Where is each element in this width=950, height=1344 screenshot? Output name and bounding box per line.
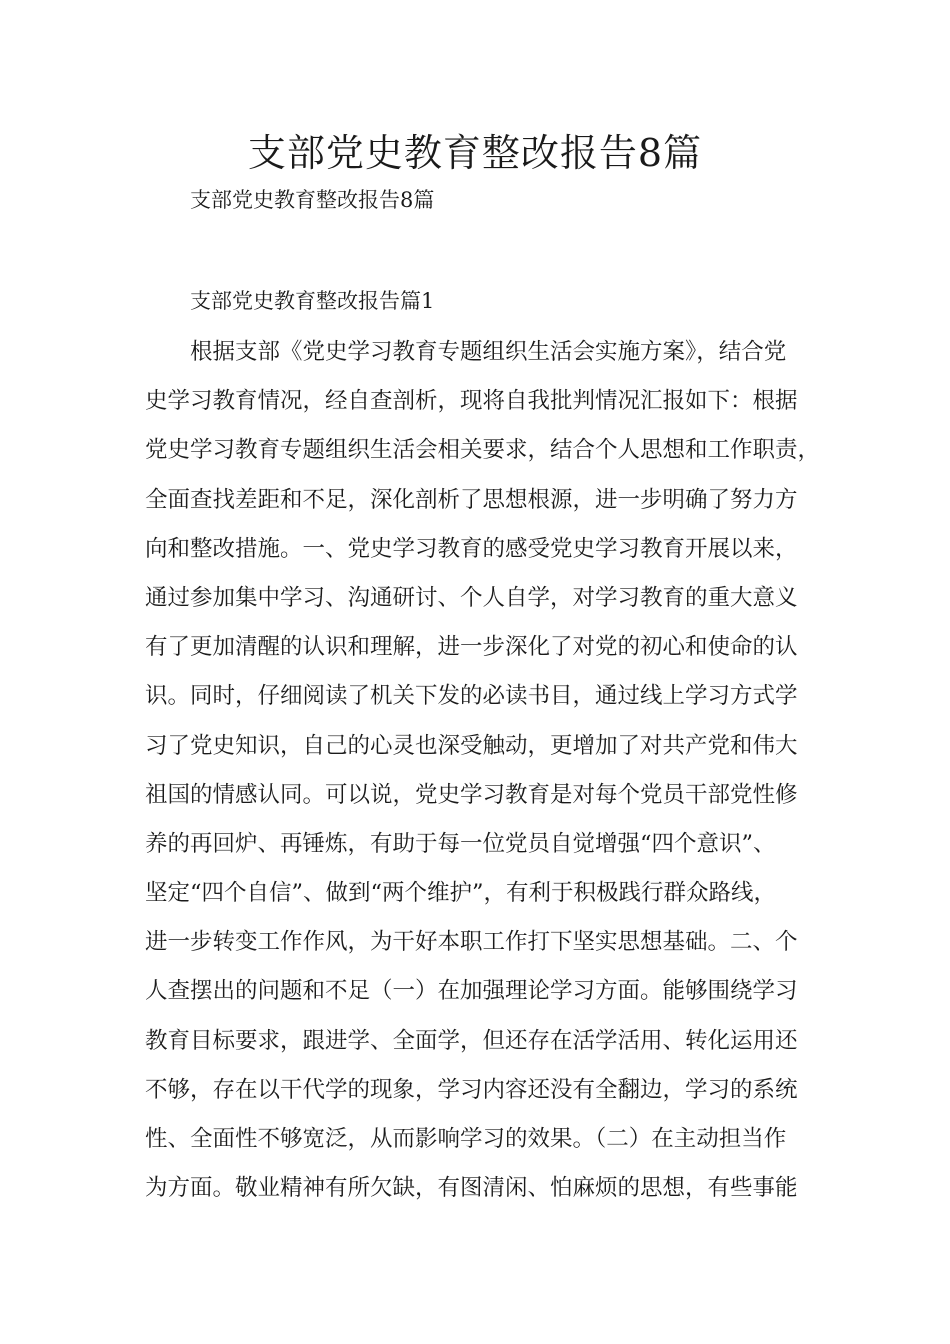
section-heading: 支部党史教育整改报告篇1: [190, 289, 435, 313]
paragraph-line: 养的再回炉、再锤炼，有助于每一位党员自觉增强“四个意识”、: [145, 830, 776, 857]
paragraph-line: 坚定“四个自信”、做到“两个维护”，有利于积极践行群众路线，: [145, 880, 777, 907]
paragraph-line: 通过参加集中学习、沟通研讨、个人自学，对学习教育的重大意义: [145, 584, 798, 611]
document-subtitle: 支部党史教育整改报告8篇: [190, 188, 435, 212]
paragraph-line: 教育目标要求，跟进学、全面学，但还存在活学活用、转化运用还: [145, 1027, 798, 1054]
paragraph-line: 识。同时，仔细阅读了机关下发的必读书目，通过线上学习方式学: [145, 683, 798, 710]
body-paragraph: [145, 334, 835, 1219]
paragraph-line: 党史学习教育专题组织生活会相关要求，结合个人思想和工作职责，: [145, 437, 821, 464]
paragraph-line: 有了更加清醒的认识和理解，进一步深化了对党的初心和使命的认: [145, 634, 798, 661]
paragraph-line: 向和整改措施。一、党史学习教育的感受党史学习教育开展以来，: [145, 535, 798, 562]
paragraph-line: 习了党史知识，自己的心灵也深受触动，更增加了对共产党和伟大: [145, 732, 798, 759]
document-title: 支部党史教育整改报告8篇: [247, 131, 703, 175]
paragraph-line: 全面查找差距和不足，深化剖析了思想根源，进一步明确了努力方: [145, 486, 798, 513]
paragraph-line: 进一步转变工作作风，为干好本职工作打下坚实思想基础。二、个: [145, 929, 798, 956]
paragraph-line: 祖国的情感认同。可以说，党史学习教育是对每个党员干部党性修: [145, 781, 798, 808]
paragraph-line: 人查摆出的问题和不足（一）在加强理论学习方面。能够围绕学习: [145, 978, 798, 1005]
paragraph-line: 不够，存在以干代学的现象，学习内容还没有全翻边，学习的系统: [145, 1076, 798, 1103]
paragraph-line: 根据支部《党史学习教育专题组织生活会实施方案》，结合党: [145, 339, 787, 365]
paragraph-line: 史学习教育情况，经自查剖析，现将自我批判情况汇报如下：根据: [145, 388, 798, 415]
paragraph-line: 性、全面性不够宽泛，从而影响学习的效果。（二）在主动担当作: [145, 1126, 787, 1152]
paragraph-line: 为方面。敬业精神有所欠缺，有图清闲、怕麻烦的思想，有些事能: [145, 1175, 798, 1202]
